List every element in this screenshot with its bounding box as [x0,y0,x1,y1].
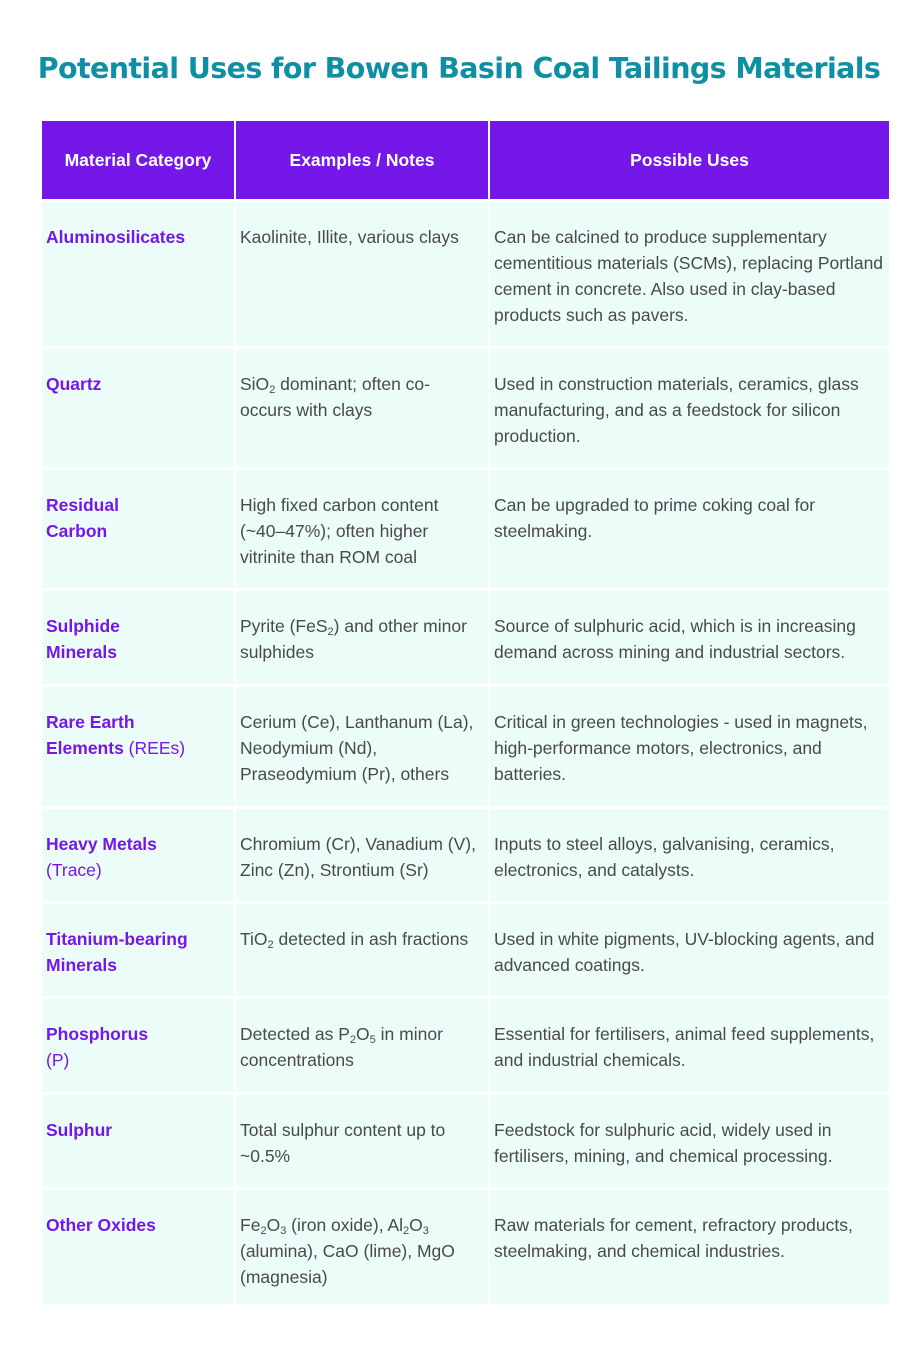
uses-cell [490,1092,889,1187]
uses-text: Raw materials for cement, refractory products, steelmaking, and chemical industries. [494,1215,853,1261]
examples-cell [236,901,490,996]
uses-text: Used in construction materials, ceramics, glass manufacturing, and as a feedstock for silicon production. [494,374,859,446]
table-row [42,996,889,1092]
category-cell [42,346,236,467]
examples-text-part: O [266,1215,281,1235]
uses-cell [490,1187,889,1304]
uses-text: Inputs to steel alloys, galvanising, ceramics, electronics, and catalysts. [494,834,835,880]
table-row [42,1092,889,1187]
examples-cell [236,467,490,588]
examples-subscript: 2 [269,384,276,396]
column-header-material-category: Material Category [42,121,236,199]
examples-cell [236,1092,490,1187]
examples-cell [236,199,490,346]
examples-subscript: 2 [349,1034,357,1046]
category-sublabel: (REEs) [123,738,186,758]
uses-cell [490,199,889,346]
uses-cell [490,996,889,1092]
category-cell [42,684,236,806]
examples-text-part: Pyrite (FeS [240,616,328,636]
table-row [42,588,889,684]
examples-text-part: dominant; often co-occurs with clays [240,374,430,420]
table-row [42,199,889,346]
category-label: Sulphide Minerals [46,616,120,662]
table-row [42,346,889,467]
table-row [42,901,889,996]
category-cell [42,806,236,901]
examples-cell [236,806,490,901]
examples-cell [236,588,490,684]
uses-cell [490,588,889,684]
uses-cell [490,467,889,588]
examples-subscript: 5 [369,1034,376,1046]
uses-text: Can be upgraded to prime coking coal for steelmaking. [494,495,816,541]
examples-subscript: 2 [267,939,274,951]
table-row [42,1187,889,1304]
category-cell [42,901,236,996]
column-header-possible-uses: Possible Uses [490,121,889,199]
table-row [42,806,889,901]
examples-subscript: 3 [422,1225,429,1237]
category-label: Heavy Metals [46,834,157,854]
category-cell [42,996,236,1092]
examples-cell [236,684,490,806]
uses-cell [490,901,889,996]
examples-text-part: Detected as P [240,1024,350,1044]
examples-text-part: (iron oxide), Al [286,1215,404,1235]
examples-text-part: SiO [240,374,270,394]
examples-cell [236,346,490,467]
examples-text-part: O [356,1024,370,1044]
examples-text: Kaolinite, Illite, various clays [240,227,459,247]
category-label: Residual Carbon [46,495,119,541]
examples-text: Total sulphur content up to ~0.5% [240,1120,446,1166]
category-cell [42,1092,236,1187]
examples-subscript: 3 [280,1225,287,1237]
category-label: Aluminosilicates [46,227,186,247]
table-header-row [42,121,889,199]
examples-text-part: ) and other minor sulphides [240,616,467,662]
table-row [42,684,889,806]
uses-cell [490,684,889,806]
examples-cell [236,996,490,1092]
category-label: Other Oxides [46,1215,156,1235]
examples-text-part: (alumina), CaO (lime), MgO (magnesia) [240,1241,455,1287]
uses-cell [490,346,889,467]
category-label: Rare Earth Elements [46,712,135,758]
table-row [42,467,889,588]
category-label: Phosphorus [46,1024,149,1044]
examples-text-part: O [409,1215,423,1235]
category-label: Sulphur [46,1120,113,1140]
uses-text: Essential for fertilisers, animal feed supplements, and industrial chemicals. [494,1024,875,1070]
examples-text: Chromium (Cr), Vanadium (V), Zinc (Zn), Strontium (Sr) [240,834,476,880]
uses-text: Used in white pigments, UV-blocking agents, and advanced coatings. [494,929,875,975]
examples-subscript: 2 [260,1225,267,1237]
uses-cell [490,806,889,901]
examples-text: High fixed carbon content (~40–47%); often higher vitrinite than ROM coal [240,495,439,567]
category-label: Quartz [46,374,102,394]
examples-text: Cerium (Ce), Lanthanum (La), Neodymium (Nd), Praseodymium (Pr), others [240,712,474,784]
examples-text-part: in minor concentrations [240,1024,443,1070]
page-title: Potential Uses for Bowen Basin Coal Tailings Materials [37,52,881,85]
examples-subscript: 2 [403,1225,410,1237]
examples-subscript: 2 [327,626,334,638]
category-sublabel: (P) [46,1050,70,1070]
examples-text-part: detected in ash fractions [273,929,469,949]
uses-text: Source of sulphuric acid, which is in increasing demand across mining and industrial sectors. [494,616,856,662]
uses-text: Critical in green technologies - used in magnets, high-performance motors, electronics, and batteries. [494,712,868,784]
examples-cell [236,1187,490,1304]
category-cell [42,199,236,346]
category-cell [42,588,236,684]
category-cell [42,467,236,588]
category-label: Titanium-bearing Minerals [46,929,188,975]
uses-text: Feedstock for sulphuric acid, widely used in fertilisers, mining, and chemical processing. [494,1120,833,1166]
uses-text: Can be calcined to produce supplementary cementitious materials (SCMs), replacing Portland cement in concrete. Also used in clay-based products such as pavers. [494,227,884,325]
materials-table [42,121,889,1304]
category-sublabel: (Trace) [46,860,102,880]
category-cell [42,1187,236,1304]
column-header-examples-notes: Examples / Notes [236,121,490,199]
examples-text-part: TiO [240,929,268,949]
examples-text-part: Fe [240,1215,261,1235]
